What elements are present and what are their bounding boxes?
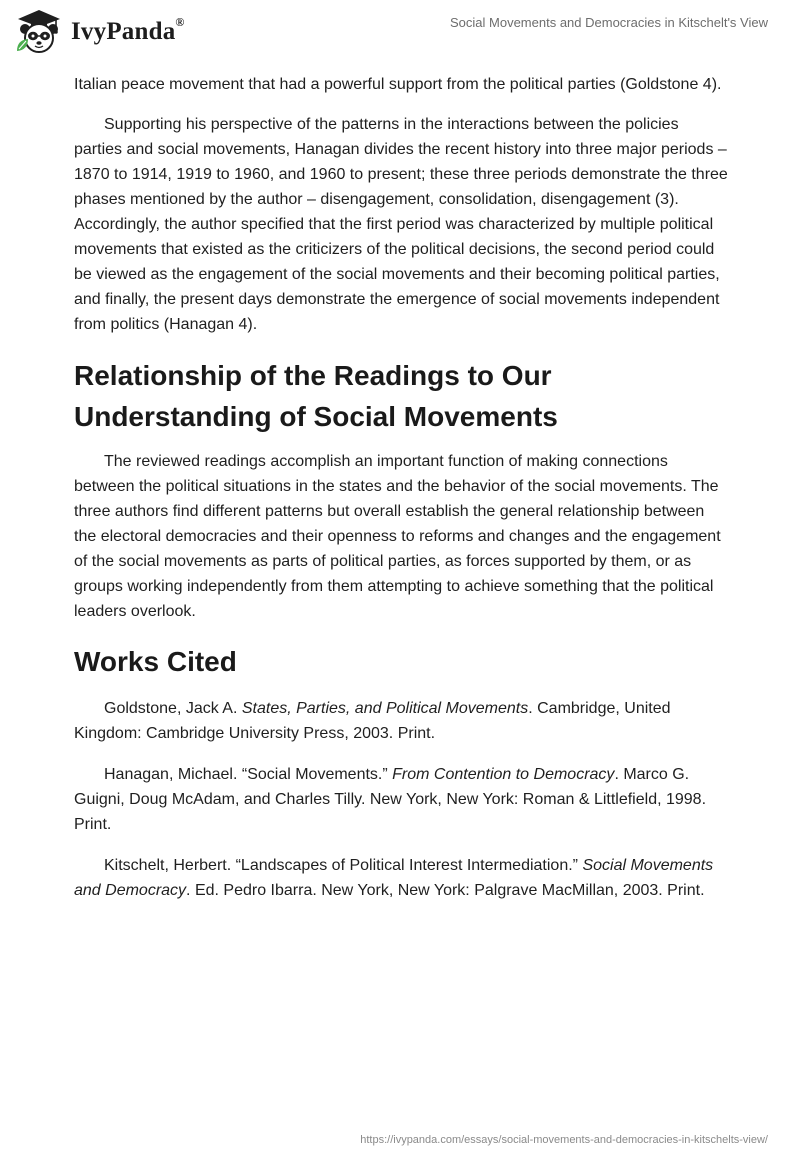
paragraph-hanagan: Supporting his perspective of the patterns in the interactions between the policies parties and social movements, Hanagan divides the recent history into three major periods – 1870 to 1914, 1919 to 1960, and 1960 to present; these three periods demonstrate the three phases mentioned by the author – disengagement, consolidation, disengagement (3). Accordingly, the author specified that the first period was characterized by multiple political movements that existed as the criticizers of the political decisions, the second period could be viewed as the engagement of the social movements and their becoming political parties, and finally, the present days demonstrate the emergence of social movements independent from politics (Hanagan 4). (74, 116, 728, 333)
citation-details: . Ed. Pedro Ibarra. New York, New York: Palgrave MacMillan, 2003. Print. (186, 882, 705, 899)
brand-name: IvyPanda® (71, 14, 185, 45)
citation-details: . Marco G. Guigni, Doug McAdam, and Charles Tilly. New York, New York: Roman & Littlefield, 1998. Print. (74, 766, 707, 833)
document-title: Social Movements and Democracies in Kitschelt's View (450, 15, 768, 30)
ivypanda-logo[interactable] (14, 7, 185, 57)
heading-relationship: Relationship of the Readings to Our Understanding of Social Movements (74, 360, 558, 432)
citation-title: From Contention to Democracy (392, 766, 615, 783)
paragraph-continuation: Italian peace movement that had a powerful support from the political parties (Goldstone 4). (74, 76, 722, 93)
citation-title: Social Movements and Democracy (74, 857, 714, 899)
panda-graduate-icon (14, 7, 64, 57)
heading-works-cited: Works Cited (74, 646, 237, 677)
page-header (0, 0, 800, 66)
works-cited-list (74, 696, 728, 903)
source-url[interactable]: https://ivypanda.com/essays/social-movements-and-democracies-in-kitschelts-view/ (360, 1134, 768, 1146)
citation-details: . Cambridge, United Kingdom: Cambridge University Press, 2003. Print. (74, 700, 671, 742)
registered-mark: ® (175, 14, 185, 29)
citation-author: Goldstone, Jack A. (104, 700, 242, 717)
essay-content (74, 72, 728, 919)
citation-author: Hanagan, Michael. “Social Movements.” (104, 766, 393, 783)
citation-hanagan (74, 762, 728, 837)
citation-author: Kitschelt, Herbert. “Landscapes of Political Interest Intermediation.” (104, 857, 583, 874)
paragraph-relationship: The reviewed readings accomplish an important function of making connections between the political situations in the states and the behavior of the social movements. The three authors find different patterns but overall establish the general relationship between the electoral democracies and their openness to reforms and changes and the engagement of the social movements as parts of political parties, as forces supported by them, or as groups working independently from them attempting to achieve something that the political leaders overlook. (74, 453, 721, 620)
citation-goldstone (74, 696, 728, 746)
citation-title: States, Parties, and Political Movements (241, 700, 529, 717)
citation-kitschelt (74, 853, 728, 903)
